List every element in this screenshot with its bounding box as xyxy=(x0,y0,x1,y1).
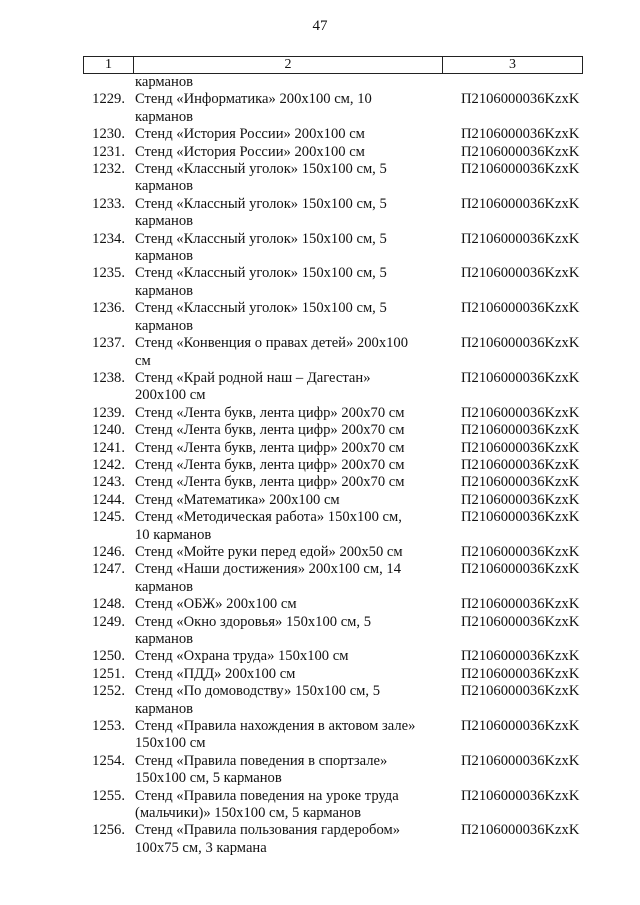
table-row xyxy=(83,683,583,718)
row-number: 1256. xyxy=(92,822,125,839)
column-header-2: 2 xyxy=(134,57,443,73)
table-row xyxy=(83,718,583,753)
row-number: 1247. xyxy=(92,561,125,578)
table-row xyxy=(83,422,583,439)
column-header-1: 1 xyxy=(84,57,134,73)
page-number: 47 xyxy=(312,18,328,34)
row-description xyxy=(133,753,447,788)
row-description xyxy=(133,561,447,596)
row-number: 1242. xyxy=(92,456,125,473)
row-number xyxy=(83,74,133,91)
row-number: 1231. xyxy=(92,143,125,160)
table-row xyxy=(83,509,583,544)
description-line: карманов xyxy=(135,317,194,334)
description-line: Стенд «История России» 200x100 см xyxy=(135,126,365,143)
description-line: Стенд «Классный уголок» 150x100 см, 5 xyxy=(135,195,387,212)
description-line: карманов xyxy=(135,213,194,230)
description-line: Стенд «Классный уголок» 150x100 см, 5 xyxy=(135,230,387,247)
description-line: карманов xyxy=(135,282,194,299)
table-row xyxy=(83,474,583,491)
table-row xyxy=(83,161,583,196)
description-line: Стенд «Мойте руки перед едой» 200x50 см xyxy=(135,543,403,560)
row-number: 1254. xyxy=(92,752,125,769)
row-code: П2106000036KzxK xyxy=(461,369,580,386)
table-header xyxy=(83,56,583,74)
row-number: 1236. xyxy=(92,300,125,317)
description-line: Стенд «Классный уголок» 150x100 см, 5 xyxy=(135,265,387,282)
description-line: Стенд «Правила поведения на уроке труда xyxy=(135,787,399,804)
table-row xyxy=(83,822,583,857)
table-row xyxy=(83,440,583,457)
row-number: 1255. xyxy=(92,787,125,804)
description-line: Стенд «Лента букв, лента цифр» 200x70 см xyxy=(135,422,405,439)
row-description xyxy=(133,161,447,196)
row-code: П2106000036KzxK xyxy=(461,613,580,630)
description-line: карманов xyxy=(135,74,194,90)
description-line: карманов xyxy=(135,578,194,595)
description-line: Стенд «Классный уголок» 150x100 см, 5 xyxy=(135,161,387,178)
row-description xyxy=(133,440,447,457)
row-code: П2106000036KzxK xyxy=(461,422,580,439)
description-line: Стенд «Математика» 200x100 см xyxy=(135,491,340,508)
table-row xyxy=(83,370,583,405)
row-description xyxy=(133,196,447,231)
row-code: П2106000036KzxK xyxy=(461,439,580,456)
row-number: 1233. xyxy=(92,195,125,212)
row-description xyxy=(133,666,447,683)
table-row xyxy=(83,648,583,665)
row-number: 1250. xyxy=(92,648,125,665)
table-row xyxy=(83,126,583,143)
table-row xyxy=(83,457,583,474)
row-description xyxy=(133,822,447,857)
description-line: Стенд «Информатика» 200x100 см, 10 xyxy=(135,91,372,108)
description-line: Стенд «Охрана труда» 150x100 см xyxy=(135,648,349,665)
description-line: 10 карманов xyxy=(135,526,212,543)
row-description xyxy=(133,265,447,300)
row-description xyxy=(133,648,447,665)
table-row xyxy=(83,561,583,596)
table-row xyxy=(83,788,583,823)
row-number: 1240. xyxy=(92,422,125,439)
row-code: П2106000036KzxK xyxy=(461,300,580,317)
row-description xyxy=(133,231,447,266)
row-description xyxy=(133,492,447,509)
row-code: П2106000036KzxK xyxy=(461,787,580,804)
row-code: П2106000036KzxK xyxy=(461,91,580,108)
table-row xyxy=(83,405,583,422)
row-number: 1251. xyxy=(92,665,125,682)
description-line: 150x100 см xyxy=(135,735,206,752)
row-number: 1243. xyxy=(92,474,125,491)
description-line: Стенд «Правила нахождения в актовом зале» xyxy=(135,718,416,735)
row-code: П2106000036KzxK xyxy=(461,335,580,352)
row-description xyxy=(133,457,447,474)
row-code: П2106000036KzxK xyxy=(461,543,580,560)
table-row xyxy=(83,614,583,649)
description-line: Стенд «Наши достижения» 200x100 см, 14 xyxy=(135,561,402,578)
row-code xyxy=(447,74,583,91)
row-number: 1253. xyxy=(92,718,125,735)
row-number: 1229. xyxy=(92,91,125,108)
row-description xyxy=(133,300,447,335)
row-number: 1246. xyxy=(92,543,125,560)
row-description xyxy=(133,596,447,613)
row-code: П2106000036KzxK xyxy=(461,683,580,700)
row-code: П2106000036KzxK xyxy=(461,474,580,491)
row-number: 1238. xyxy=(92,369,125,386)
column-header-3: 3 xyxy=(509,57,516,72)
row-number: 1237. xyxy=(92,335,125,352)
row-code: П2106000036KzxK xyxy=(461,161,580,178)
row-description xyxy=(133,614,447,649)
row-number: 1241. xyxy=(92,439,125,456)
row-number: 1252. xyxy=(92,683,125,700)
description-line: Стенд «История России» 200x100 см xyxy=(135,143,365,160)
description-line: Стенд «ОБЖ» 200x100 см xyxy=(135,596,297,613)
row-number: 1232. xyxy=(92,161,125,178)
row-code: П2106000036KzxK xyxy=(461,230,580,247)
description-line: Стенд «Правила поведения в спортзале» xyxy=(135,752,388,769)
row-code: П2106000036KzxK xyxy=(461,195,580,212)
row-description xyxy=(133,370,447,405)
row-number: 1249. xyxy=(92,613,125,630)
row-code: П2106000036KzxK xyxy=(461,561,580,578)
table-row xyxy=(83,335,583,370)
description-line: Стенд «ПДД» 200x100 см xyxy=(135,665,296,682)
description-line: Стенд «Лента букв, лента цифр» 200x70 см xyxy=(135,439,405,456)
row-number: 1234. xyxy=(92,230,125,247)
description-line: карманов xyxy=(135,178,194,195)
table-row xyxy=(83,74,583,91)
row-description xyxy=(133,683,447,718)
row-code: П2106000036KzxK xyxy=(461,126,580,143)
description-line: Стенд «По домоводству» 150x100 см, 5 xyxy=(135,683,381,700)
description-line: карманов xyxy=(135,108,194,125)
row-description xyxy=(133,405,447,422)
table-row xyxy=(83,300,583,335)
description-line: карманов xyxy=(135,248,194,265)
description-line: Стенд «Окно здоровья» 150x100 см, 5 xyxy=(135,613,372,630)
row-number: 1245. xyxy=(92,509,125,526)
row-description xyxy=(133,144,447,161)
description-line: Стенд «Конвенция о правах детей» 200x100 xyxy=(135,335,409,352)
row-description xyxy=(133,422,447,439)
row-code: П2106000036KzxK xyxy=(461,404,580,421)
table-row xyxy=(83,666,583,683)
description-line: Стенд «Лента букв, лента цифр» 200x70 см xyxy=(135,404,405,421)
description-line: Стенд «Правила пользования гардеробом» xyxy=(135,822,401,839)
description-line: Стенд «Край родной наш – Дагестан» xyxy=(135,369,371,386)
row-code: П2106000036KzxK xyxy=(461,265,580,282)
description-line: 200x100 см xyxy=(135,387,206,404)
table-row xyxy=(83,492,583,509)
row-description xyxy=(133,544,447,561)
table-row xyxy=(83,544,583,561)
row-number: 1235. xyxy=(92,265,125,282)
row-number: 1244. xyxy=(92,491,125,508)
description-line: Стенд «Методическая работа» 150x100 см, xyxy=(135,509,402,526)
row-code: П2106000036KzxK xyxy=(461,648,580,665)
description-line: 150x100 см, 5 карманов xyxy=(135,770,282,787)
row-number: 1248. xyxy=(92,596,125,613)
table-row xyxy=(83,596,583,613)
table-row xyxy=(83,91,583,126)
row-description xyxy=(133,126,447,143)
description-line: см xyxy=(135,352,151,369)
row-description xyxy=(133,788,447,823)
description-line: Стенд «Лента букв, лента цифр» 200x70 см xyxy=(135,474,405,491)
row-code: П2106000036KzxK xyxy=(461,456,580,473)
description-line: Стенд «Лента букв, лента цифр» 200x70 см xyxy=(135,456,405,473)
row-description xyxy=(133,335,447,370)
row-code: П2106000036KzxK xyxy=(461,718,580,735)
row-code: П2106000036KzxK xyxy=(461,665,580,682)
row-description xyxy=(133,509,447,544)
row-code: П2106000036KzxK xyxy=(461,143,580,160)
table-body xyxy=(83,74,583,857)
row-description xyxy=(133,91,447,126)
row-description xyxy=(133,474,447,491)
table-row xyxy=(83,196,583,231)
row-code: П2106000036KzxK xyxy=(461,596,580,613)
row-description xyxy=(133,74,447,91)
row-code: П2106000036KzxK xyxy=(461,491,580,508)
row-description xyxy=(133,718,447,753)
table-row xyxy=(83,265,583,300)
row-number: 1230. xyxy=(92,126,125,143)
row-number: 1239. xyxy=(92,404,125,421)
table-row xyxy=(83,144,583,161)
row-code: П2106000036KzxK xyxy=(461,752,580,769)
description-line: карманов xyxy=(135,700,194,717)
description-line: карманов xyxy=(135,631,194,647)
table-row xyxy=(83,753,583,788)
row-code: П2106000036KzxK xyxy=(461,822,580,839)
description-line: (мальчики)» 150x100 см, 5 карманов xyxy=(135,805,361,822)
description-line: Стенд «Классный уголок» 150x100 см, 5 xyxy=(135,300,387,317)
description-line: 100x75 см, 3 кармана xyxy=(135,839,267,856)
table-row xyxy=(83,231,583,266)
row-code: П2106000036KzxK xyxy=(461,509,580,526)
